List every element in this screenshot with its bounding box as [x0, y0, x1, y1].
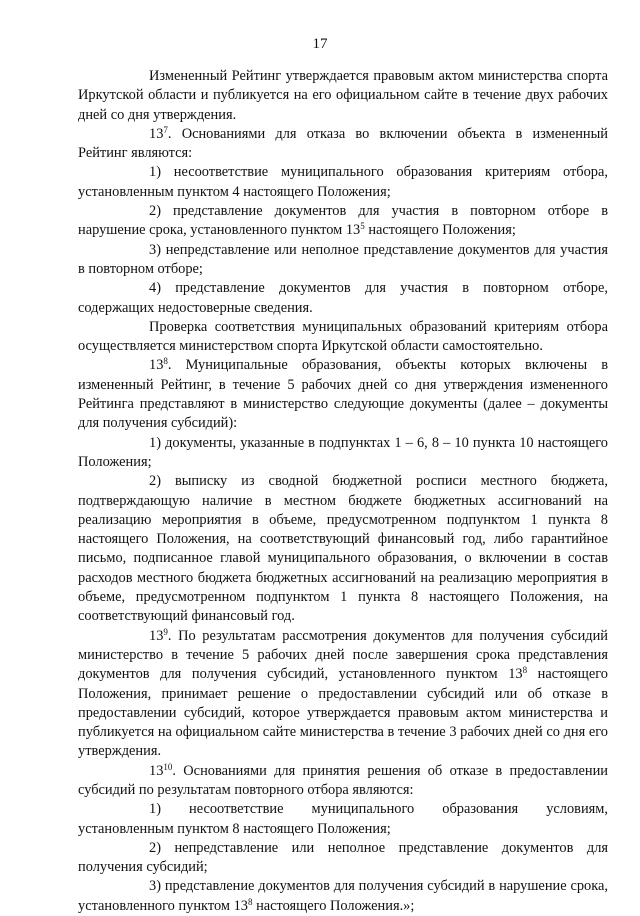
list-item-3-incomplete: 3) непредставление или неполное представление документов для участия в повторном отборе;: [78, 241, 608, 277]
paragraph-rating-approval: Измененный Рейтинг утверждается правовым актом министерства спорта Иркутской области и публикуется на его официальном сайте в течение двух рабочих дней со дня утверждения.: [78, 68, 608, 123]
list-item-1-criteria: 1) несоответствие муниципального образования критериям отбора, установленным пунктом 4 настоящего Положения;: [78, 164, 608, 200]
list-item-4-false-info: 4) представление документов для участия в повторном отборе, содержащих недостоверные сведения.: [78, 280, 608, 316]
list-item-2-deadline: 2) представление документов для участия в повторном отборе в нарушение срока, установленного пунктом $13^5$ настоящего Положения;: [78, 203, 608, 239]
paragraph-verification: Проверка соответствия муниципальных образований критериям отбора осуществляется министерством спорта Иркутской области самостоятельно.: [78, 318, 608, 355]
paragraph-13-9: $13^9$. По результатам рассмотрения документов для получения субсидий министерство в течение 5 рабочих дней после завершения срока представления документов для получения субсидий, установленного пунктом $13^8$ настоящего Положения, принимает решение о предоставлении субсидий или об отказе в предоставлении субсидий, которое утверждается правовым актом министерства и публикуется на официальном сайте министерства в течение 3 рабочих дней со дня его утверждения.: [78, 626, 608, 760]
paragraph-13-10: $13^{10}$. Основаниями для принятия решения об отказе в предоставлении субсидий по результатам повторного отбора являются:: [78, 761, 608, 798]
document-body: [78, 67, 608, 916]
list-item-3-late-docs: 3) представление документов для получения субсидий в нарушение срока, установленного пунктом $13^8$ настоящего Положения.»;: [78, 878, 608, 914]
paragraph-13-7: $13^7$. Основаниями для отказа во включении объекта в измененный Рейтинг являются:: [78, 124, 608, 162]
list-item-2-incomplete-docs: 2) непредставление или неполное представление документов для получения субсидий;: [78, 839, 608, 876]
list-item-1-documents: 1) документы, указанные в подпунктах 1 – 6, 8 – 10 пункта 10 настоящего Положения;: [78, 434, 608, 470]
page-number: 17: [312, 36, 328, 52]
paragraph-13-8: $13^8$. Муниципальные образования, объекты которых включены в измененный Рейтинг, в течение 5 рабочих дней со дня утверждения измененного Рейтинга представляют в министерство следующие документы (далее – документы для получения субсидий):: [78, 356, 608, 432]
list-item-1-conditions: 1) несоответствие муниципального образования условиям, установленным пунктом 8 настоящего Положения;: [78, 801, 608, 837]
list-item-2-budget-extract: 2) выписку из сводной бюджетной росписи местного бюджета, подтверждающую наличие в местном бюджете бюджетных ассигнований на реализацию мероприятия в объеме, предусмотренном подпунктом 1 пункта 8 настоящего Положения, на соответствующий финансовый год, либо гарантийное письмо, подписанное главой муниципального образования, о включении в состав расходов местного бюджета бюджетных ассигнований на реализацию мероприятия в объеме, предусмотренном подпунктом 1 пункта 8 настоящего Положения, на соответствующий финансовый год.: [78, 473, 608, 625]
